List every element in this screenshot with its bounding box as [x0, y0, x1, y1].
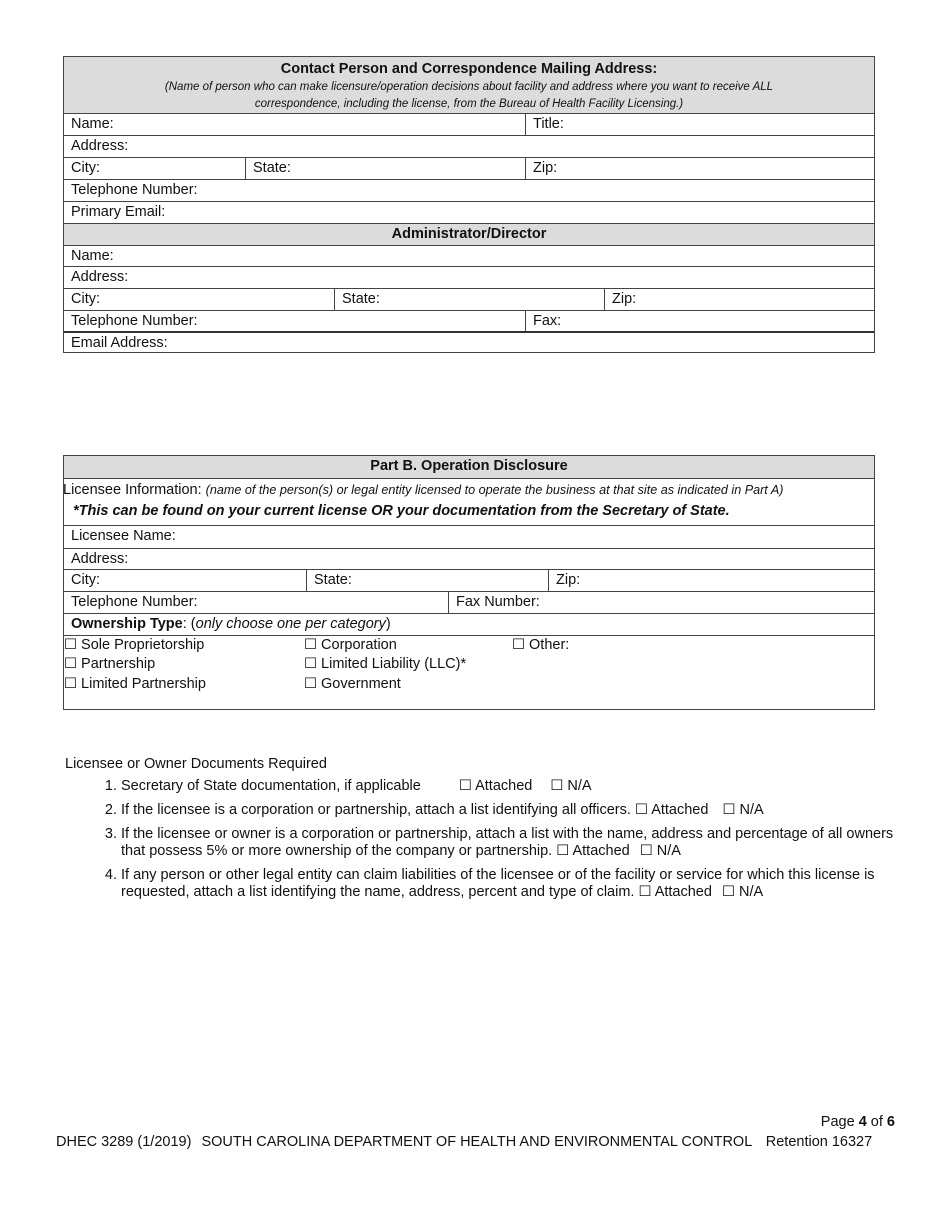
admin-state-field[interactable]: State: — [334, 289, 604, 310]
option-limited-partnership[interactable] — [64, 676, 206, 692]
contact-name-field[interactable]: Name: — [71, 116, 114, 132]
option-label: Limited Liability (LLC)* — [321, 656, 467, 672]
contact-city-field[interactable]: City: — [71, 160, 100, 176]
ownership-type-heading — [64, 614, 874, 635]
checkbox-icon[interactable]: ☐ — [550, 778, 564, 794]
document-text: Secretary of State documentation, if applicable — [121, 778, 421, 794]
option-label: Corporation — [321, 637, 397, 653]
licensee-info — [64, 478, 874, 525]
admin-fax-field[interactable]: Fax: — [525, 311, 874, 331]
contact-address-field[interactable]: Address: — [71, 138, 129, 154]
page-of: of — [866, 1114, 887, 1130]
admin-telephone-field[interactable]: Telephone Number: — [71, 313, 198, 329]
admin-zip-field[interactable]: Zip: — [604, 289, 874, 310]
document-text: If any person or other legal entity can claim liabilities of the licensee or of the facility or service for which this license is requested, attach a list identifying the name, address, percent and type of claim. — [121, 867, 875, 900]
partb-title: Part B. Operation Disclosure — [370, 458, 568, 474]
na-label: N/A — [656, 843, 681, 859]
checkbox-icon[interactable]: ☐ — [722, 802, 736, 818]
contact-title-field[interactable]: Title: — [525, 114, 874, 135]
page-prefix: Page — [820, 1114, 859, 1130]
option-other[interactable] — [512, 637, 569, 653]
admin-city-field[interactable]: City: — [71, 291, 100, 307]
partb-fax-field[interactable]: Fax Number: — [448, 592, 874, 613]
na-label: N/A — [739, 884, 764, 900]
na-label: N/A — [567, 778, 592, 794]
option-sole-proprietorship[interactable] — [64, 637, 204, 653]
documents-list — [65, 778, 895, 901]
na-label: N/A — [739, 802, 764, 818]
option-label: Partnership — [81, 656, 156, 672]
checkbox-icon[interactable]: ☐ — [304, 637, 317, 653]
checkbox-icon[interactable]: ☐ — [64, 676, 77, 692]
ownership-label: Ownership Type — [71, 616, 183, 632]
documents-required — [65, 756, 895, 908]
checkbox-icon[interactable]: ☐ — [639, 843, 653, 859]
page-number — [821, 1114, 895, 1130]
documents-heading: Licensee or Owner Documents Required — [65, 756, 327, 772]
contact-state-field[interactable]: State: — [245, 158, 525, 179]
attached-label: Attached — [572, 843, 630, 859]
checkbox-icon[interactable]: ☐ — [64, 656, 77, 672]
admin-name-field[interactable]: Name: — [71, 248, 114, 264]
option-government[interactable] — [304, 676, 401, 692]
ownership-options — [64, 635, 874, 709]
checkbox-icon[interactable]: ☐ — [638, 884, 652, 900]
partb-zip-field[interactable]: Zip: — [548, 570, 874, 591]
checkbox-icon[interactable]: ☐ — [634, 802, 648, 818]
licensee-name-field[interactable]: Licensee Name: — [71, 528, 176, 544]
document-text: If the licensee is a corporation or partnership, attach a list identifying all officers. — [121, 802, 631, 818]
option-label: Limited Partnership — [81, 676, 206, 692]
document-item-1 — [121, 778, 895, 795]
ownership-note: only choose one per category — [195, 616, 386, 632]
document-item-3 — [121, 826, 895, 860]
attached-label: Attached — [475, 778, 533, 794]
partb-state-field[interactable]: State: — [306, 570, 548, 591]
contact-subtitle-2: correspondence, including the license, from the Bureau of Health Facility Licensing.) — [254, 98, 684, 110]
partb-form — [63, 455, 875, 710]
licensee-info-label: Licensee Information: — [63, 482, 206, 498]
option-corporation[interactable] — [304, 637, 397, 653]
licensee-info-note: (name of the person(s) or legal entity licensed to operate the business at that site as indicated in Part A) — [205, 483, 784, 497]
option-label: Sole Proprietorship — [81, 637, 205, 653]
contact-zip-field[interactable]: Zip: — [525, 158, 874, 179]
licensee-info-warning: *This can be found on your current license OR your documentation from the Secretary of State. — [73, 503, 730, 519]
contact-title: Contact Person and Correspondence Mailing Address: — [280, 61, 658, 77]
partb-city-field[interactable]: City: — [71, 572, 100, 588]
contact-form — [63, 56, 875, 353]
contact-header — [64, 57, 874, 113]
retention-number: Retention 16327 — [765, 1134, 873, 1150]
checkbox-icon[interactable]: ☐ — [721, 884, 735, 900]
page-total: 6 — [886, 1114, 895, 1130]
page-current: 4 — [858, 1114, 867, 1130]
checkbox-icon[interactable]: ☐ — [304, 656, 317, 672]
checkbox-icon[interactable]: ☐ — [556, 843, 570, 859]
attached-label: Attached — [651, 802, 709, 818]
document-item-4 — [121, 867, 895, 901]
checkbox-icon[interactable]: ☐ — [458, 778, 472, 794]
footer-line — [56, 1134, 872, 1150]
agency-name: SOUTH CAROLINA DEPARTMENT OF HEALTH AND ENVIRONMENTAL CONTROL — [201, 1134, 752, 1150]
document-item-2 — [121, 802, 895, 819]
admin-title: Administrator/Director — [391, 226, 547, 242]
admin-address-field[interactable]: Address: — [71, 269, 129, 285]
admin-email-field[interactable]: Email Address: — [71, 335, 168, 351]
option-label: Government — [321, 676, 401, 692]
partb-telephone-field[interactable]: Telephone Number: — [71, 594, 198, 610]
option-llc[interactable] — [304, 656, 466, 672]
checkbox-icon[interactable]: ☐ — [64, 637, 77, 653]
option-partnership[interactable] — [64, 656, 155, 672]
document-text: If the licensee or owner is a corporation or partnership, attach a list with the name, address and percentage of all owners that possess 5% or more ownership of the company or partnership. — [121, 826, 894, 859]
ownership-sep: : ( — [182, 616, 196, 632]
contact-email-field[interactable]: Primary Email: — [71, 204, 166, 220]
contact-telephone-field[interactable]: Telephone Number: — [71, 182, 198, 198]
checkbox-icon[interactable]: ☐ — [512, 637, 525, 653]
form-id: DHEC 3289 (1/2019) — [56, 1134, 192, 1150]
partb-address-field[interactable]: Address: — [71, 551, 129, 567]
attached-label: Attached — [654, 884, 712, 900]
checkbox-icon[interactable]: ☐ — [304, 676, 317, 692]
contact-subtitle-1: (Name of person who can make licensure/operation decisions about facility and address where you want to receive ALL — [164, 81, 774, 93]
option-label: Other: — [529, 637, 570, 653]
ownership-close: ) — [385, 616, 391, 632]
